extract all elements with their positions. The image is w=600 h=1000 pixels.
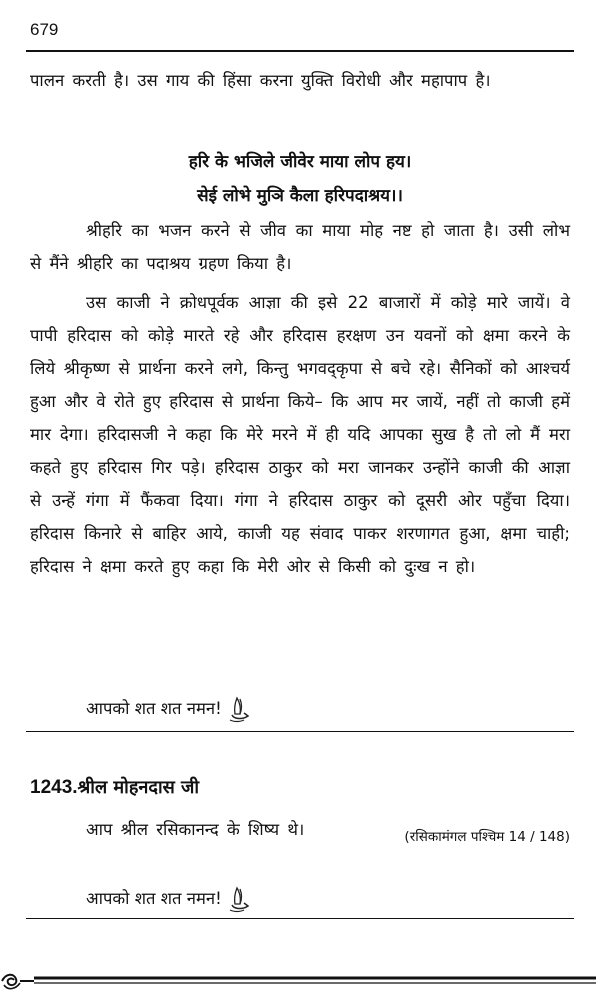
folded-hands-icon [224,694,254,724]
entry-title: श्रील मोहनदास जी [77,777,200,798]
page-number: 679 [30,20,59,39]
verse-line-2: सेई लोभे मुञि कैला हरिपदाश्रय।। [197,186,403,206]
citation: (रसिकामंगल पश्चिम 14 / 148) [404,829,570,845]
header-rule [26,50,574,52]
entry-number: 1243. [30,777,78,798]
section-rule-bottom [26,918,574,919]
verse-line-1: हरि के भजिले जीवेर माया लोप हय। [188,152,412,172]
entry-heading [30,775,199,801]
salutation [86,692,254,725]
paragraph-story: उस काजी ने क्रोधपूर्वक आज्ञा की इसे 22 बाजारों में कोड़े मारे जायें। वे पापी हरिदास को कोड़े मारते रहे और हरिदास हरक्षण उन यवनों को क्षमा करने के लिये श्रीकृष्ण से प्रार्थना करने लगे, किन्तु भगवद्कृपा से बचे रहे। सैनिकों को आश्चर्य हुआ और वे रोते हुए हरिदास से प्रार्थना किये– कि आप मर जायें, नहीं तो काजी हमें मार देगा। हरिदासजी ने कहा कि मेरे मरने में ही यदि आपका सुख है तो लो मैं मरा कहते हुए हरिदास गिर पड़े। हरिदास ठाकुर को मरा जानकर उन्होंने काजी की आज्ञा से उन्हें गंगा में फैंकवा दिया। गंगा ने हरिदास ठाकुर को दूसरी ओर पहुँचा दिया। हरिदास किनारे से बाहिर आये, काजी यह संवाद पाकर शरणागत हुआ, क्षमा चाही; हरिदास ने क्षमा करते हुए कहा कि मेरी ओर से किसी को दुःख न हो। [30,293,570,576]
entry-text: आप श्रील रसिकानन्द के शिष्य थे। [86,820,305,839]
section-rule-top [26,731,574,732]
folded-hands-icon [224,884,254,914]
floral-ornament-icon [0,965,600,995]
salutation-text: आपको शत शत नमन! [86,699,222,718]
paragraph-translation: श्रीहरि का भजन करने से जीव का माया मोह नष्ट हो जाता है। उसी लोभ से मैंने श्रीहरि का पदाश्रय ग्रहण किया है। [30,221,570,273]
entry-salutation [86,882,254,915]
paragraph-continuation: पालन करती है। उस गाय की हिंसा करना युक्ति विरोधी और महापाप है। [30,71,491,90]
entry-salutation-text: आपको शत शत नमन! [86,889,222,908]
